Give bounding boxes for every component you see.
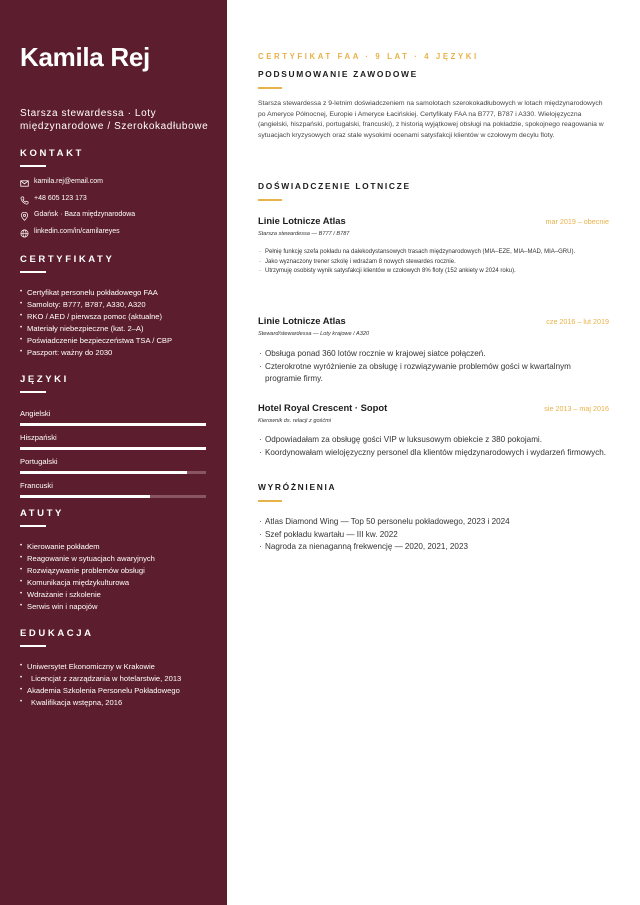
list-item: · Szef pokładu kwartału — III kw. 2022 [258, 529, 610, 542]
languages-list [20, 409, 207, 505]
list-item: • Certyfikat personelu pokładowego FAA [20, 287, 207, 299]
language-level-track [20, 423, 206, 426]
education-section [20, 628, 207, 709]
list-item: • Rozwiązywanie problemów obsługi [20, 565, 207, 577]
list-item: · Utrzymuję osobisty wynik satysfakcji klientów w czołowych 8% floty (152 ankiety w 2024 roku). [258, 267, 610, 277]
list-item: · Atlas Diamond Wing — Top 50 personelu pokładowego, 2023 i 2024 [258, 516, 610, 529]
language-level-track [20, 447, 206, 450]
list-item: • Serwis win i napojów [20, 601, 207, 613]
language-item [20, 433, 207, 457]
language-level-track [20, 471, 206, 474]
certifications-rule [20, 271, 46, 273]
job-dates: mar 2019 – obecnie [545, 217, 609, 226]
language-name: Francuski [20, 481, 53, 490]
contact-email-text: kamila.rej@email.com [34, 178, 103, 185]
language-level-track [20, 495, 206, 498]
contact-section [20, 148, 207, 244]
list-item: · Nagroda za nienaganną frekwencję — 2020, 2021, 2023 [258, 541, 610, 554]
sidebar [0, 0, 227, 905]
job-title: Hotel Royal Crescent · Sopot [258, 402, 388, 413]
job-bullets [258, 348, 588, 386]
list-item: • Kierowanie pokładem [20, 541, 207, 553]
phone-icon [20, 196, 29, 205]
certifications-heading: CERTYFIKATY [20, 254, 115, 265]
list-item: · Czterokrotne wyróżnienie za obsługę i rozwiązywanie problemów gości w kwartalnym programie firmy. [258, 361, 588, 386]
education-heading: EDUKACJA [20, 628, 94, 639]
contact-heading: KONTAKT [20, 148, 84, 159]
globe-icon [20, 229, 29, 238]
list-item: · Koordynowałam wielojęzyczny personel dla klientów międzynarodowych i wydarzeń firmowych. [258, 447, 610, 460]
candidate-role: Starsza stewardessa · Loty międzynarodowe / Szerokokadłubowe [20, 108, 209, 132]
language-name: Angielski [20, 409, 51, 418]
list-item: • Paszport: ważny do 2030 [20, 347, 207, 359]
experience-rule [258, 199, 282, 201]
language-level-fill [20, 495, 150, 498]
list-item: • RKO / AED / pierwsza pomoc (aktualne) [20, 311, 207, 323]
list-item: • Samoloty: B777, B787, A330, A320 [20, 299, 207, 311]
location-pin-icon [20, 212, 29, 221]
education-list [20, 661, 207, 709]
contact-phone[interactable] [20, 194, 207, 211]
summary-text: Starsza stewardessa z 9-letnim doświadczeniem na samolotach szerokokadłubowych w lotach międzynarodowych po Ameryce Północnej, Europie i Ameryce Łacińskiej. Certyfikaty FAA na B777, B787 i A330. Wielojęzyczna (angielski, hiszpański, portugalski, francuski), z historią wyjątkowej obsługi na pokładzie, spokojnego reagowania w sytuacjach kryzysowych oraz stale wysokimi ocenami satysfakcji klientów w czołowym decylu floty. [258, 100, 604, 139]
language-level-fill [20, 423, 206, 426]
mail-icon [20, 179, 29, 188]
languages-section [20, 374, 207, 505]
candidate-name: Kamila Rej [20, 42, 150, 72]
language-name: Hiszpański [20, 433, 57, 442]
certifications-section [20, 254, 207, 359]
skills-section [20, 508, 207, 613]
contact-rule [20, 165, 46, 167]
awards-heading: WYRÓŻNIENIA [258, 482, 337, 492]
job-title: Linie Lotnicze Atlas [258, 215, 346, 226]
skills-rule [20, 525, 46, 527]
language-item [20, 481, 207, 505]
list-item: · Odpowiadałam za obsługę gości VIP w luksusowym obiekcie z 380 pokojami. [258, 434, 610, 447]
job-bullets [258, 248, 610, 277]
certifications-list [20, 287, 207, 359]
job-dates: cze 2016 – lut 2019 [546, 317, 609, 326]
contact-email[interactable] [20, 177, 207, 194]
language-name: Portugalski [20, 457, 58, 466]
language-item [20, 409, 207, 433]
job-bullets [258, 434, 610, 459]
list-item: • Akademia Szkolenia Personelu Pokładowego [20, 685, 207, 697]
list-item: • Uniwersytet Ekonomiczny w Krakowie [20, 661, 207, 673]
skills-heading: ATUTY [20, 508, 64, 519]
job-subtitle: Kierownik ds. relacji z gośćmi [258, 418, 332, 424]
summary-heading: PODSUMOWANIE ZAWODOWE [258, 69, 418, 79]
job-dates: sie 2013 – maj 2016 [544, 404, 609, 413]
list-item: · Obsługa ponad 360 lotów rocznie w krajowej siatce połączeń. [258, 348, 588, 361]
contact-linkedin-text: linkedin.com/in/camilareyes [34, 228, 120, 236]
job-subtitle: Steward/stewardessa — Loty krajowe / A320 [258, 331, 370, 337]
list-item: · Jako wyznaczony trener szkolę i wdrażam 8 nowych stewardes rocznie. [258, 258, 610, 268]
languages-heading: JĘZYKI [20, 374, 69, 385]
experience-heading: DOŚWIADCZENIE LOTNICZE [258, 181, 411, 191]
list-item: • Komunikacja międzykulturowa [20, 577, 207, 589]
list-item: • Licencjat z zarządzania w hotelarstwie, 2013 [20, 673, 207, 685]
language-item [20, 457, 207, 481]
list-item: · Pełnię funkcję szefa pokładu na dalekodystansowych trasach międzynarodowych (MIA–EZE, MIA–MAD, MIA–GRU). [258, 248, 610, 258]
contact-location-text: Gdańsk · Baza międzynarodowa [34, 211, 136, 219]
skills-list [20, 541, 207, 613]
language-level-fill [20, 447, 206, 450]
job-title: Linie Lotnicze Atlas [258, 315, 346, 326]
awards-list [258, 516, 610, 554]
languages-rule [20, 391, 46, 393]
list-item: • Poświadczenie bezpieczeństwa TSA / CBP [20, 335, 207, 347]
list-item: • Kwalifikacja wstępna, 2016 [20, 697, 207, 709]
contact-location [20, 210, 207, 227]
contact-linkedin[interactable] [20, 227, 207, 244]
list-item: • Materiały niebezpieczne (kat. 2–A) [20, 323, 207, 335]
awards-rule [258, 500, 282, 502]
contact-phone-text: +48 605 123 173 [34, 194, 87, 202]
summary-rule [258, 87, 282, 89]
education-rule [20, 645, 46, 647]
job-subtitle: Starsza stewardessa — B777 / B787 [258, 231, 350, 237]
list-item: • Wdrażanie i szkolenie [20, 589, 207, 601]
list-item: • Reagowanie w sytuacjach awaryjnych [20, 553, 207, 565]
tagline: CERTYFIKAT FAA · 9 LAT · 4 JĘZYKI [258, 52, 479, 61]
language-level-fill [20, 471, 187, 474]
